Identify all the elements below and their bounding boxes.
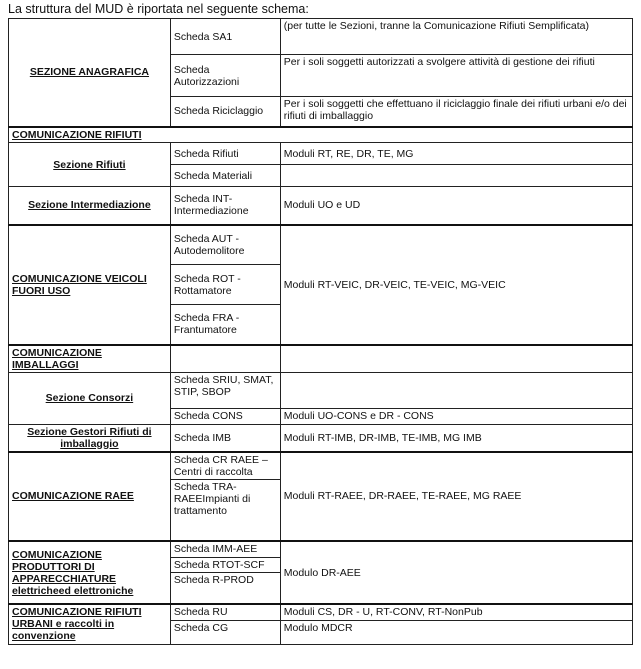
desc-cell: Moduli RT-RAEE, DR-RAEE, TE-RAEE, MG RAEE bbox=[280, 452, 632, 542]
scheda-cell: Scheda Materiali bbox=[170, 165, 280, 187]
section-produttori bbox=[9, 541, 171, 604]
section-anagrafica bbox=[9, 19, 171, 127]
section-veicoli bbox=[9, 225, 171, 345]
scheda-cell: Scheda INT-Intermediazione bbox=[170, 187, 280, 225]
sub-section-intermediazione bbox=[9, 187, 171, 225]
sub-section-label: Sezione Rifiuti bbox=[53, 158, 126, 171]
section-label: COMUNICAZIONE VEICOLI FUORI USO bbox=[12, 272, 147, 297]
desc-cell: Modulo DR-AEE bbox=[280, 541, 632, 604]
sub-section-rifiuti bbox=[9, 143, 171, 187]
scheda-cell: Scheda IMM-AEE bbox=[170, 541, 280, 557]
empty-cell bbox=[170, 345, 280, 373]
section-label: COMUNICAZIONE RIFIUTI URBANI e raccolti in convenzione bbox=[12, 606, 142, 643]
table-row bbox=[9, 452, 633, 480]
table-row bbox=[9, 604, 633, 620]
scheda-cell: Scheda Rifiuti bbox=[170, 143, 280, 165]
sub-section-consorzi bbox=[9, 372, 171, 424]
table-row bbox=[9, 372, 633, 408]
empty-cell bbox=[280, 345, 632, 373]
desc-cell: Moduli UO-CONS e DR - CONS bbox=[280, 408, 632, 424]
scheda-cell: Scheda FRA - Frantumatore bbox=[170, 305, 280, 345]
section-label: COMUNICAZIONE IMBALLAGGI bbox=[12, 346, 102, 371]
section-raee bbox=[9, 452, 171, 542]
section-label: COMUNICAZIONE PRODUTTORI DI APPARECCHIATURE elettricheed elettroniche bbox=[12, 548, 134, 597]
table-row bbox=[9, 187, 633, 225]
section-comunicazione-rifiuti bbox=[9, 127, 633, 143]
table-row bbox=[9, 424, 633, 452]
scheda-cell: Scheda CONS bbox=[170, 408, 280, 424]
scheda-cell: Scheda CG bbox=[170, 620, 280, 644]
scheda-cell: Scheda R-PROD bbox=[170, 572, 280, 604]
sub-section-label: Sezione Consorzi bbox=[45, 392, 134, 404]
scheda-cell: Scheda ROT - Rottamatore bbox=[170, 265, 280, 305]
desc-cell: Per i soli soggetti autorizzati a svolgere attività di gestione dei rifiuti bbox=[280, 55, 632, 97]
desc-cell: Per i soli soggetti che effettuano il riciclaggio finale dei rifiuti urbani e/o dei rifiuti di imballaggio bbox=[280, 97, 632, 127]
mud-structure-table bbox=[8, 18, 633, 645]
section-imballaggi bbox=[9, 345, 171, 373]
table-row bbox=[9, 225, 633, 265]
table-row bbox=[9, 345, 633, 373]
empty-cell bbox=[280, 372, 632, 408]
desc-cell: Modulo MDCR bbox=[280, 620, 632, 644]
table-row bbox=[9, 19, 633, 55]
sub-section-label: Sezione Intermediazione bbox=[28, 199, 151, 212]
scheda-cell: Scheda Autorizzazioni bbox=[170, 55, 280, 97]
sub-section-label: Sezione Gestori Rifiuti di imballaggio bbox=[27, 425, 152, 450]
section-label: SEZIONE ANAGRAFICA bbox=[29, 66, 150, 79]
scheda-cell: Scheda SA1 bbox=[170, 19, 280, 55]
scheda-cell: Scheda SRIU, SMAT, STIP, SBOP bbox=[170, 372, 280, 408]
desc-cell: Moduli RT-IMB, DR-IMB, TE-IMB, MG IMB bbox=[280, 424, 632, 452]
scheda-cell: Scheda RTOT-SCF bbox=[170, 557, 280, 572]
scheda-cell: Scheda RU bbox=[170, 604, 280, 620]
scheda-cell: Scheda TRA-RAEEImpianti di trattamento bbox=[170, 479, 280, 541]
desc-cell bbox=[280, 165, 632, 187]
desc-cell: Moduli CS, DR - U, RT-CONV, RT-NonPub bbox=[280, 604, 632, 620]
section-label: COMUNICAZIONE RIFIUTI bbox=[12, 128, 142, 141]
desc-cell: Moduli RT-VEIC, DR-VEIC, TE-VEIC, MG-VEIC bbox=[280, 225, 632, 345]
scheda-cell: Scheda AUT - Autodemolitore bbox=[170, 225, 280, 265]
section-urbani bbox=[9, 604, 171, 644]
table-row bbox=[9, 143, 633, 165]
table-row bbox=[9, 127, 633, 143]
desc-cell: Moduli RT, RE, DR, TE, MG bbox=[280, 143, 632, 165]
scheda-cell: Scheda Riciclaggio bbox=[170, 97, 280, 127]
section-label: COMUNICAZIONE RAEE bbox=[12, 490, 134, 503]
scheda-cell: Scheda CR RAEE – Centri di raccolta bbox=[170, 452, 280, 480]
intro-text: La struttura del MUD è riportata nel seguente schema: bbox=[8, 2, 309, 16]
scheda-cell: Scheda IMB bbox=[170, 424, 280, 452]
table-row bbox=[9, 541, 633, 557]
desc-cell: Moduli UO e UD bbox=[280, 187, 632, 225]
desc-cell: (per tutte le Sezioni, tranne la Comunicazione Rifiuti Semplificata) bbox=[280, 19, 632, 55]
sub-section-gestori bbox=[9, 424, 171, 452]
